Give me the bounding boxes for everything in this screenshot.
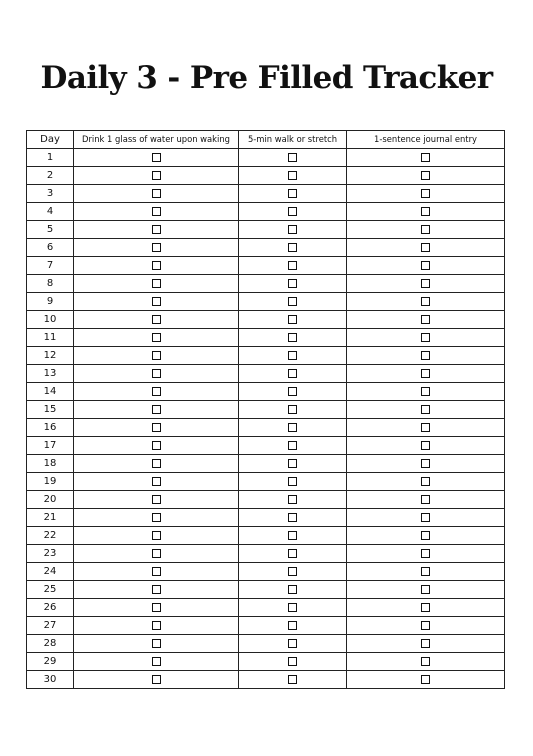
- empty-checkbox-icon[interactable]: [152, 603, 161, 612]
- checkbox-cell-water: [74, 239, 239, 257]
- checkbox-cell-water: [74, 437, 239, 455]
- empty-checkbox-icon[interactable]: [152, 351, 161, 360]
- checkbox-cell-journal: [347, 581, 505, 599]
- empty-checkbox-icon[interactable]: [288, 351, 297, 360]
- empty-checkbox-icon[interactable]: [421, 153, 430, 162]
- empty-checkbox-icon[interactable]: [421, 333, 430, 342]
- empty-checkbox-icon[interactable]: [152, 279, 161, 288]
- checkbox-cell-water: [74, 365, 239, 383]
- checkbox-cell-water: [74, 275, 239, 293]
- checkbox-cell-journal: [347, 365, 505, 383]
- empty-checkbox-icon[interactable]: [288, 243, 297, 252]
- table-row: [27, 221, 505, 239]
- table-row: [27, 347, 505, 365]
- day-number: 6: [27, 239, 74, 257]
- checkbox-cell-journal: [347, 311, 505, 329]
- table-row: [27, 617, 505, 635]
- empty-checkbox-icon[interactable]: [152, 477, 161, 486]
- empty-checkbox-icon[interactable]: [288, 153, 297, 162]
- checkbox-cell-journal: [347, 455, 505, 473]
- empty-checkbox-icon[interactable]: [288, 441, 297, 450]
- checkbox-cell-walk: [239, 401, 347, 419]
- checkbox-cell-journal: [347, 167, 505, 185]
- checkbox-cell-water: [74, 653, 239, 671]
- table-row: [27, 581, 505, 599]
- empty-checkbox-icon[interactable]: [288, 261, 297, 270]
- checkbox-cell-walk: [239, 671, 347, 689]
- checkbox-cell-journal: [347, 599, 505, 617]
- checkbox-cell-walk: [239, 239, 347, 257]
- day-number: 24: [27, 563, 74, 581]
- checkbox-cell-walk: [239, 293, 347, 311]
- checkbox-cell-walk: [239, 383, 347, 401]
- checkbox-cell-water: [74, 599, 239, 617]
- checkbox-cell-water: [74, 491, 239, 509]
- day-number: 3: [27, 185, 74, 203]
- checkbox-cell-water: [74, 383, 239, 401]
- checkbox-cell-water: [74, 185, 239, 203]
- table-row: [27, 563, 505, 581]
- checkbox-cell-walk: [239, 419, 347, 437]
- empty-checkbox-icon[interactable]: [152, 315, 161, 324]
- habit-tracker-table: [26, 130, 505, 689]
- empty-checkbox-icon[interactable]: [288, 225, 297, 234]
- checkbox-cell-journal: [347, 509, 505, 527]
- checkbox-cell-water: [74, 455, 239, 473]
- checkbox-cell-journal: [347, 347, 505, 365]
- empty-checkbox-icon[interactable]: [152, 621, 161, 630]
- table-row: [27, 383, 505, 401]
- empty-checkbox-icon[interactable]: [288, 621, 297, 630]
- day-number: 29: [27, 653, 74, 671]
- empty-checkbox-icon[interactable]: [421, 567, 430, 576]
- checkbox-cell-journal: [347, 473, 505, 491]
- table-row: [27, 509, 505, 527]
- empty-checkbox-icon[interactable]: [421, 549, 430, 558]
- empty-checkbox-icon[interactable]: [152, 441, 161, 450]
- empty-checkbox-icon[interactable]: [421, 675, 430, 684]
- header-water: Drink 1 glass of water upon waking: [74, 131, 239, 149]
- header-journal: 1-sentence journal entry: [347, 131, 505, 149]
- day-number: 30: [27, 671, 74, 689]
- day-number: 8: [27, 275, 74, 293]
- checkbox-cell-walk: [239, 455, 347, 473]
- checkbox-cell-water: [74, 293, 239, 311]
- table-row: [27, 599, 505, 617]
- header-walk: 5-min walk or stretch: [239, 131, 347, 149]
- day-number: 9: [27, 293, 74, 311]
- empty-checkbox-icon[interactable]: [152, 387, 161, 396]
- checkbox-cell-water: [74, 401, 239, 419]
- empty-checkbox-icon[interactable]: [288, 333, 297, 342]
- checkbox-cell-walk: [239, 149, 347, 167]
- empty-checkbox-icon[interactable]: [152, 585, 161, 594]
- table-row: [27, 257, 505, 275]
- checkbox-cell-walk: [239, 257, 347, 275]
- day-number: 17: [27, 437, 74, 455]
- empty-checkbox-icon[interactable]: [152, 261, 161, 270]
- empty-checkbox-icon[interactable]: [288, 315, 297, 324]
- empty-checkbox-icon[interactable]: [421, 297, 430, 306]
- checkbox-cell-water: [74, 581, 239, 599]
- empty-checkbox-icon[interactable]: [288, 531, 297, 540]
- checkbox-cell-walk: [239, 653, 347, 671]
- empty-checkbox-icon[interactable]: [152, 549, 161, 558]
- empty-checkbox-icon[interactable]: [288, 171, 297, 180]
- day-number: 15: [27, 401, 74, 419]
- empty-checkbox-icon[interactable]: [288, 639, 297, 648]
- table-row: [27, 671, 505, 689]
- empty-checkbox-icon[interactable]: [421, 423, 430, 432]
- day-number: 21: [27, 509, 74, 527]
- checkbox-cell-water: [74, 563, 239, 581]
- table-row: [27, 275, 505, 293]
- checkbox-cell-journal: [347, 635, 505, 653]
- empty-checkbox-icon[interactable]: [152, 297, 161, 306]
- empty-checkbox-icon[interactable]: [288, 495, 297, 504]
- empty-checkbox-icon[interactable]: [421, 207, 430, 216]
- checkbox-cell-walk: [239, 527, 347, 545]
- checkbox-cell-water: [74, 473, 239, 491]
- table-row: [27, 545, 505, 563]
- empty-checkbox-icon[interactable]: [152, 369, 161, 378]
- empty-checkbox-icon[interactable]: [421, 387, 430, 396]
- table-row: [27, 419, 505, 437]
- table-row: [27, 653, 505, 671]
- empty-checkbox-icon[interactable]: [421, 495, 430, 504]
- checkbox-cell-journal: [347, 401, 505, 419]
- checkbox-cell-water: [74, 149, 239, 167]
- checkbox-cell-walk: [239, 545, 347, 563]
- empty-checkbox-icon[interactable]: [152, 207, 161, 216]
- table-row: [27, 293, 505, 311]
- checkbox-cell-water: [74, 617, 239, 635]
- empty-checkbox-icon[interactable]: [152, 513, 161, 522]
- table-row: [27, 437, 505, 455]
- checkbox-cell-walk: [239, 437, 347, 455]
- table-row: [27, 635, 505, 653]
- checkbox-cell-journal: [347, 275, 505, 293]
- checkbox-cell-journal: [347, 239, 505, 257]
- empty-checkbox-icon[interactable]: [288, 459, 297, 468]
- empty-checkbox-icon[interactable]: [288, 675, 297, 684]
- day-number: 13: [27, 365, 74, 383]
- empty-checkbox-icon[interactable]: [152, 153, 161, 162]
- day-number: 1: [27, 149, 74, 167]
- empty-checkbox-icon[interactable]: [421, 657, 430, 666]
- table-row: [27, 239, 505, 257]
- day-number: 20: [27, 491, 74, 509]
- checkbox-cell-walk: [239, 491, 347, 509]
- empty-checkbox-icon[interactable]: [288, 657, 297, 666]
- empty-checkbox-icon[interactable]: [288, 423, 297, 432]
- day-number: 18: [27, 455, 74, 473]
- table-row: [27, 167, 505, 185]
- day-number: 19: [27, 473, 74, 491]
- empty-checkbox-icon[interactable]: [288, 549, 297, 558]
- checkbox-cell-walk: [239, 275, 347, 293]
- checkbox-cell-walk: [239, 635, 347, 653]
- checkbox-cell-walk: [239, 185, 347, 203]
- day-number: 4: [27, 203, 74, 221]
- empty-checkbox-icon[interactable]: [152, 675, 161, 684]
- checkbox-cell-walk: [239, 203, 347, 221]
- checkbox-cell-walk: [239, 509, 347, 527]
- empty-checkbox-icon[interactable]: [152, 639, 161, 648]
- checkbox-cell-water: [74, 257, 239, 275]
- empty-checkbox-icon[interactable]: [421, 225, 430, 234]
- checkbox-cell-journal: [347, 293, 505, 311]
- checkbox-cell-water: [74, 545, 239, 563]
- table-row: [27, 527, 505, 545]
- empty-checkbox-icon[interactable]: [421, 279, 430, 288]
- empty-checkbox-icon[interactable]: [152, 531, 161, 540]
- empty-checkbox-icon[interactable]: [288, 279, 297, 288]
- checkbox-cell-walk: [239, 347, 347, 365]
- checkbox-cell-journal: [347, 419, 505, 437]
- checkbox-cell-water: [74, 419, 239, 437]
- day-number: 12: [27, 347, 74, 365]
- empty-checkbox-icon[interactable]: [421, 405, 430, 414]
- day-number: 25: [27, 581, 74, 599]
- day-number: 5: [27, 221, 74, 239]
- page-title: Daily 3 - Pre Filled Tracker: [40, 60, 493, 96]
- checkbox-cell-journal: [347, 437, 505, 455]
- checkbox-cell-journal: [347, 149, 505, 167]
- header-day: Day: [27, 131, 74, 149]
- day-number: 28: [27, 635, 74, 653]
- empty-checkbox-icon[interactable]: [421, 261, 430, 270]
- empty-checkbox-icon[interactable]: [421, 513, 430, 522]
- checkbox-cell-journal: [347, 545, 505, 563]
- empty-checkbox-icon[interactable]: [152, 405, 161, 414]
- empty-checkbox-icon[interactable]: [288, 585, 297, 594]
- empty-checkbox-icon[interactable]: [152, 495, 161, 504]
- empty-checkbox-icon[interactable]: [421, 639, 430, 648]
- empty-checkbox-icon[interactable]: [152, 567, 161, 576]
- checkbox-cell-journal: [347, 203, 505, 221]
- checkbox-cell-water: [74, 509, 239, 527]
- header-row: [27, 131, 505, 149]
- empty-checkbox-icon[interactable]: [421, 171, 430, 180]
- empty-checkbox-icon[interactable]: [421, 477, 430, 486]
- checkbox-cell-water: [74, 203, 239, 221]
- empty-checkbox-icon[interactable]: [421, 531, 430, 540]
- empty-checkbox-icon[interactable]: [288, 369, 297, 378]
- checkbox-cell-water: [74, 347, 239, 365]
- table-row: [27, 455, 505, 473]
- empty-checkbox-icon[interactable]: [288, 387, 297, 396]
- checkbox-cell-walk: [239, 563, 347, 581]
- empty-checkbox-icon[interactable]: [152, 459, 161, 468]
- day-number: 22: [27, 527, 74, 545]
- checkbox-cell-water: [74, 329, 239, 347]
- checkbox-cell-journal: [347, 221, 505, 239]
- empty-checkbox-icon[interactable]: [421, 243, 430, 252]
- empty-checkbox-icon[interactable]: [421, 369, 430, 378]
- checkbox-cell-journal: [347, 383, 505, 401]
- table-row: [27, 185, 505, 203]
- day-number: 26: [27, 599, 74, 617]
- day-number: 16: [27, 419, 74, 437]
- empty-checkbox-icon[interactable]: [421, 585, 430, 594]
- checkbox-cell-walk: [239, 311, 347, 329]
- checkbox-cell-water: [74, 527, 239, 545]
- day-number: 23: [27, 545, 74, 563]
- checkbox-cell-journal: [347, 329, 505, 347]
- checkbox-cell-water: [74, 221, 239, 239]
- empty-checkbox-icon[interactable]: [288, 297, 297, 306]
- table-row: [27, 311, 505, 329]
- checkbox-cell-water: [74, 311, 239, 329]
- day-number: 14: [27, 383, 74, 401]
- tracker-body: [27, 149, 505, 689]
- table-row: [27, 473, 505, 491]
- table-row: [27, 329, 505, 347]
- table-row: [27, 491, 505, 509]
- table-row: [27, 203, 505, 221]
- empty-checkbox-icon[interactable]: [152, 657, 161, 666]
- day-number: 7: [27, 257, 74, 275]
- day-number: 10: [27, 311, 74, 329]
- empty-checkbox-icon[interactable]: [152, 243, 161, 252]
- empty-checkbox-icon[interactable]: [421, 189, 430, 198]
- table-row: [27, 365, 505, 383]
- table-row: [27, 149, 505, 167]
- checkbox-cell-walk: [239, 221, 347, 239]
- empty-checkbox-icon[interactable]: [288, 405, 297, 414]
- table-row: [27, 401, 505, 419]
- empty-checkbox-icon[interactable]: [421, 459, 430, 468]
- day-number: 27: [27, 617, 74, 635]
- checkbox-cell-journal: [347, 527, 505, 545]
- empty-checkbox-icon[interactable]: [288, 567, 297, 576]
- empty-checkbox-icon[interactable]: [152, 333, 161, 342]
- empty-checkbox-icon[interactable]: [421, 621, 430, 630]
- empty-checkbox-icon[interactable]: [288, 603, 297, 612]
- empty-checkbox-icon[interactable]: [288, 513, 297, 522]
- day-number: 2: [27, 167, 74, 185]
- empty-checkbox-icon[interactable]: [421, 315, 430, 324]
- checkbox-cell-walk: [239, 167, 347, 185]
- empty-checkbox-icon[interactable]: [421, 351, 430, 360]
- empty-checkbox-icon[interactable]: [152, 171, 161, 180]
- checkbox-cell-walk: [239, 329, 347, 347]
- checkbox-cell-walk: [239, 599, 347, 617]
- checkbox-cell-journal: [347, 185, 505, 203]
- checkbox-cell-water: [74, 635, 239, 653]
- empty-checkbox-icon[interactable]: [152, 225, 161, 234]
- checkbox-cell-walk: [239, 473, 347, 491]
- checkbox-cell-journal: [347, 491, 505, 509]
- empty-checkbox-icon[interactable]: [288, 207, 297, 216]
- empty-checkbox-icon[interactable]: [152, 423, 161, 432]
- empty-checkbox-icon[interactable]: [421, 441, 430, 450]
- checkbox-cell-journal: [347, 671, 505, 689]
- checkbox-cell-water: [74, 671, 239, 689]
- checkbox-cell-walk: [239, 581, 347, 599]
- empty-checkbox-icon[interactable]: [421, 603, 430, 612]
- checkbox-cell-journal: [347, 653, 505, 671]
- checkbox-cell-walk: [239, 365, 347, 383]
- checkbox-cell-journal: [347, 563, 505, 581]
- checkbox-cell-walk: [239, 617, 347, 635]
- empty-checkbox-icon[interactable]: [152, 189, 161, 198]
- day-number: 11: [27, 329, 74, 347]
- empty-checkbox-icon[interactable]: [288, 477, 297, 486]
- checkbox-cell-journal: [347, 257, 505, 275]
- checkbox-cell-water: [74, 167, 239, 185]
- empty-checkbox-icon[interactable]: [288, 189, 297, 198]
- checkbox-cell-journal: [347, 617, 505, 635]
